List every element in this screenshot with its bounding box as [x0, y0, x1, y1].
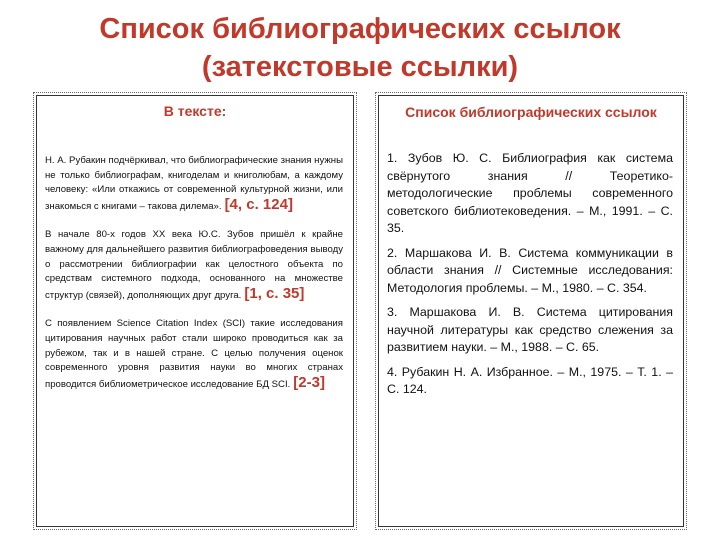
- bibliography-item: 2. Маршакова И. В. Система коммуникации в области знания // Системные исследования: Методология проблемы. – М., 1980. – С. 354.: [387, 245, 673, 295]
- citation-ref: [2-3]: [293, 373, 325, 391]
- slide-title-line1: Список библиографических ссылок: [99, 13, 621, 45]
- quote-text: Н. А. Рубакин подчёркивал, что библиографические знания нужны не только библиографам, книгоделам и книголюбам, а каждому человеку: «Или откажись от современной культурной жизни, или знакомься с книгами – такова дилема».: [45, 155, 343, 212]
- bibliography-panel: [378, 95, 684, 527]
- citation-ref: [1, с. 35]: [244, 284, 305, 302]
- bibliography-item: 4. Рубакин Н. А. Избранное. – М., 1975. – Т. 1. – С. 124.: [387, 364, 673, 396]
- citation-ref: [4, с. 124]: [224, 195, 293, 213]
- bibliography-heading: Список библиографических ссылок: [405, 104, 657, 120]
- bibliography-list: [387, 150, 673, 406]
- in-text-panel: [36, 95, 354, 527]
- bibliography-item: 3. Маршакова И. В. Система цитирования научной литературы как средство слежения за развитием науки. – М., 1988. – С. 65.: [387, 305, 673, 354]
- in-text-heading: В тексте:: [163, 103, 227, 119]
- slide-title: [0, 10, 720, 86]
- quote-text: В начале 80-х годов XX века Ю.С. Зубов пришёл к крайне важному для дальнейшего развития библиографоведения выводу о рассмотрении библиографии как целостного объекта по средствам системного подхода, основанного на множестве структур (связей), дополняющих друг друга.: [45, 229, 343, 301]
- quote-list: [45, 154, 343, 406]
- slide-title-line2: (затекстовые ссылки): [201, 51, 519, 83]
- quote-item: [45, 317, 343, 392]
- bibliography-item: 1. Зубов Ю. С. Библиография как система свёрнутого знания // Теоретико-методологические проблемы современного советского библиотековедения. – М., 1991. – С. 35.: [387, 151, 673, 235]
- quote-item: [45, 154, 343, 214]
- quote-item: [45, 228, 343, 303]
- quote-text: С появлением Science Citation Index (SCI) такие исследования цитирования научных работ стали широко проводиться как за рубежом, так и в нашей стране. С целью получения оценок современного уровня развития науки во многих странах проводится библиометрическое исследование БД SCI.: [45, 318, 343, 390]
